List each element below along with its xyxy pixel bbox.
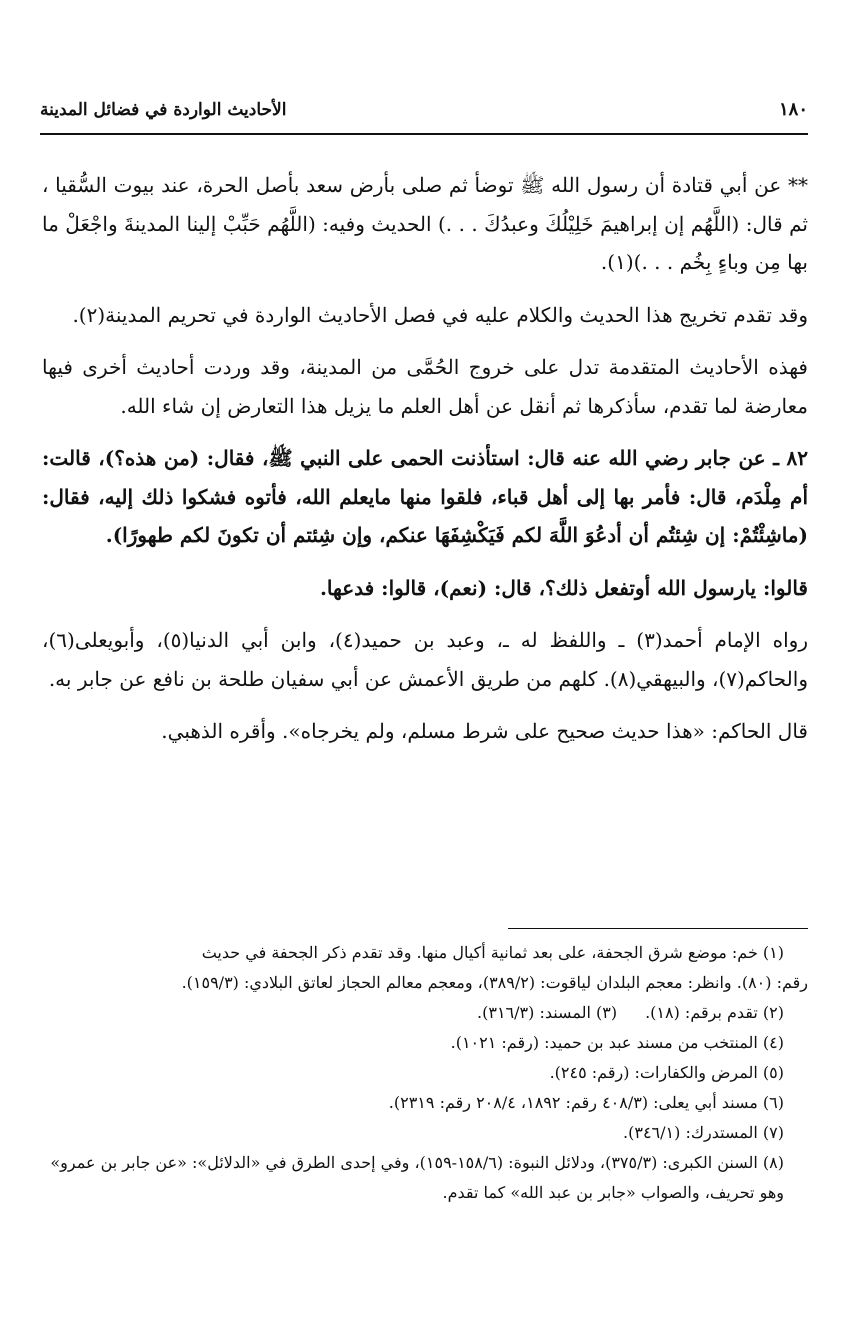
footnote-7: (٧) المستدرك: (٣٤٦/١). xyxy=(623,1123,784,1142)
footnote-divider xyxy=(508,928,808,929)
main-text xyxy=(42,166,808,765)
footnote-5: (٥) المرض والكفارات: (رقم: ٢٤٥). xyxy=(549,1063,784,1082)
paragraph-takhrij-note: وقد تقدم تخريج هذا الحديث والكلام عليه في فصل الأحاديث الواردة في تحريم المدينة(٢). xyxy=(72,302,808,327)
paragraph-intro: فهذه الأحاديث المتقدمة تدل على خروج الحُمَّى من المدينة، وقد وردت أحاديث أخرى فيها معارضة لما تقدم، سأذكرها ثم أنقل عن أهل العلم ما يزيل هذا التعارض إن شاء الله. xyxy=(42,355,808,418)
paragraph-abu-qatada: ** عن أبي قتادة أن رسول الله ﷺ توضأ ثم صلى بأرض سعد بأصل الحرة، عند بيوت السُّقيا ، ثم قال: (اللَّهُم إن إبراهيمَ خَلِيْلُكَ وعبدُكَ . . .) الحديث وفيه: (اللَّهُم حَبِّبْ إلينا المدينةَ واجْعَلْ ما بها مِن وباءٍ بِخُم . . .)(١). xyxy=(42,173,808,274)
footnote-3: (٣) المسند: (٣١٦/٣). xyxy=(477,1003,618,1022)
paragraph-narrators: رواه الإمام أحمد(٣) ـ واللفظ له ـ، وعبد بن حميد(٤)، وابن أبي الدنيا(٥)، وأبويعلى(٦)، والحاكم(٧)، والبيهقي(٨). كلهم من طريق الأعمش عن أبي سفيان طلحة بن نافع عن جابر به. xyxy=(42,628,808,691)
running-header xyxy=(40,86,808,120)
running-title: الأحاديث الواردة في فضائل المدينة xyxy=(40,100,287,120)
footnote-1-line-2: رقم: (٨٠). وانظر: معجم البلدان لياقوت: (٣٨٩/٢)، ومعجم معالم الحجاز لعاتق البلادي: (١٥٩/٣). xyxy=(181,973,808,992)
footnote-8: (٨) السنن الكبرى: (٣٧٥/٣)، ودلائل النبوة: (١٥٨/٦-١٥٩)، وفي إحدى الطرق في «الدلائل»: «عن جابر بن عمرو» وهو تحريف، والصواب «جابر بن عبد الله» كما تقدم. xyxy=(50,1153,784,1202)
paragraph-hakim: قال الحاكم: «هذا حديث صحيح على شرط مسلم، ولم يخرجاه». وأقره الذهبي. xyxy=(161,719,808,743)
header-divider xyxy=(40,133,808,135)
footnote-row-2-3 xyxy=(42,998,808,1028)
footnotes xyxy=(42,938,808,1208)
hadith-82-continuation: قالوا: يارسول الله أوتفعل ذلك؟، قال: (نعم)، قالوا: فدعها. xyxy=(319,575,808,600)
hadith-82: ٨٢ ـ عن جابر رضي الله عنه قال: استأذنت الحمى على النبي ﷺ، فقال: (من هذه؟)، قالت: أم مِلْدَم، قال: فأمر بها إلى أهل قباء، فلقوا منها مايعلم الله، فأتوه فشكوا ذلك إليه، فقال: (ماشِئْتُمْ: إن شِئتُم أن أدعُوَ اللَّهَ لكم فَيَكْشِفَهَا عنكم، وإن شِئتم أن تكونَ لكم طهورًا). xyxy=(42,446,808,547)
footnote-1-line-1: (١) خم: موضع شرق الجحفة، على بعد ثمانية أكيال منها. وقد تقدم ذكر الجحفة في حديث xyxy=(201,943,784,962)
footnote-2: (٢) تقدم برقم: (١٨). xyxy=(645,1003,784,1022)
footnote-6: (٦) مسند أبي يعلى: (٤٠٨/٣ رقم: ١٨٩٢، ٢٠٨/٤ رقم: ٢٣١٩). xyxy=(388,1093,784,1112)
footnote-4: (٤) المنتخب من مسند عبد بن حميد: (رقم: ١٠٢١). xyxy=(450,1033,784,1052)
page-number: ١٨٠ xyxy=(778,99,808,120)
